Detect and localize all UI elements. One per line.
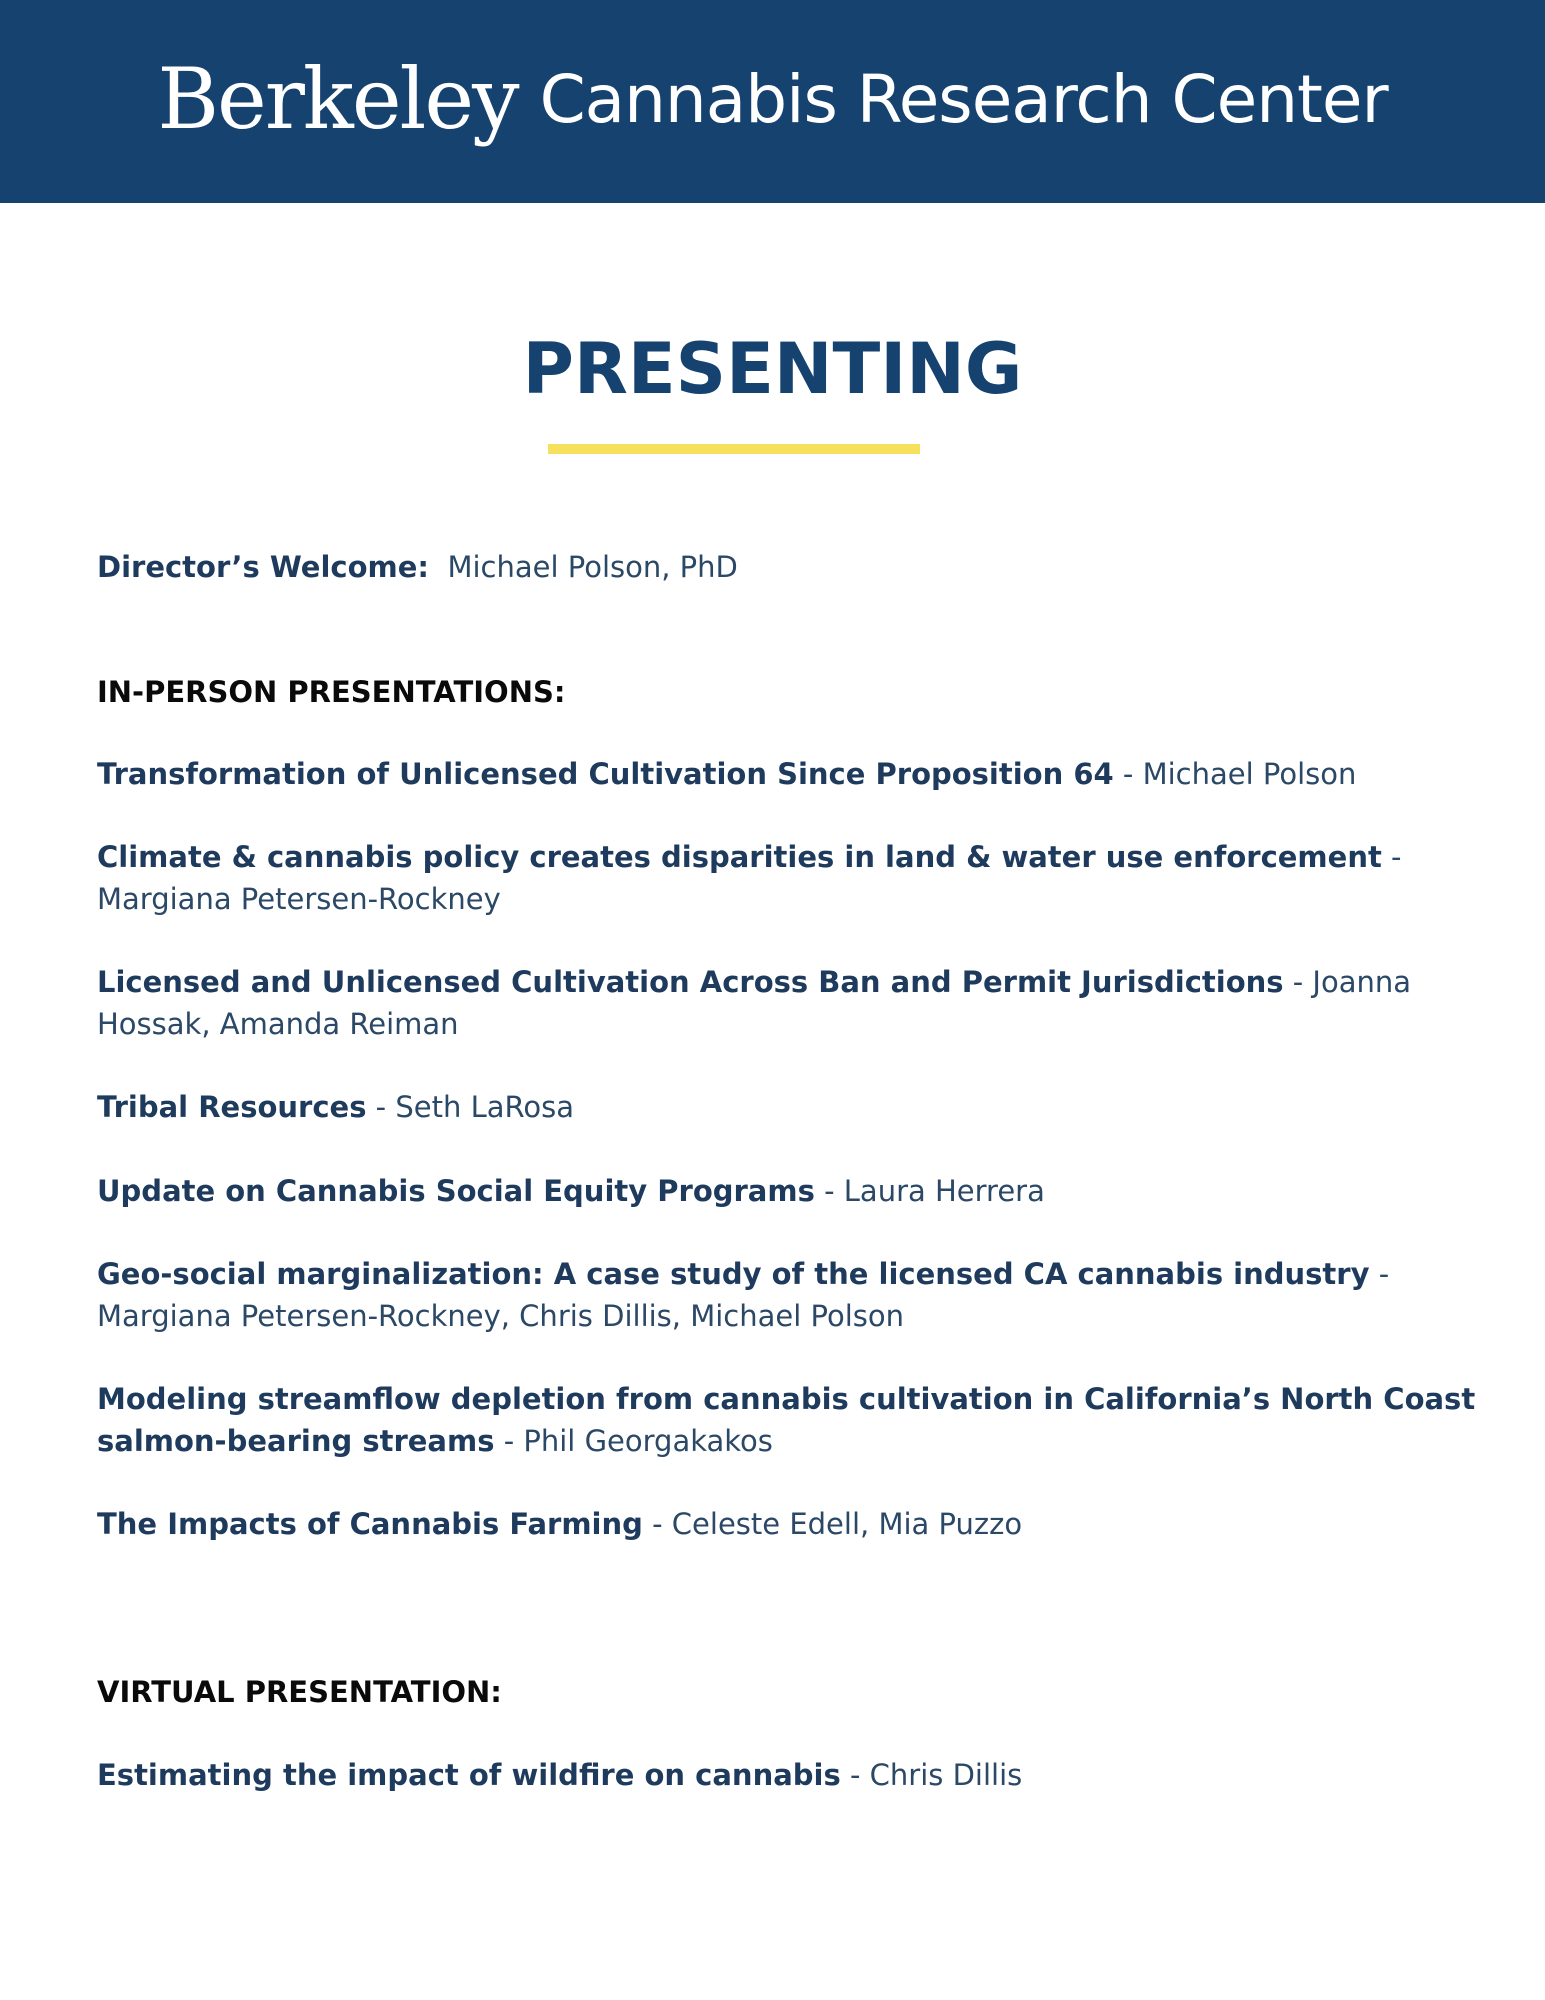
presentation-item — [97, 1170, 1487, 1212]
presentation-title: Geo-social marginalization: A case study of the licensed CA cannabis industry — [97, 1257, 1370, 1291]
presentation-item — [97, 1754, 1487, 1796]
welcome-label: Director’s Welcome: — [97, 550, 430, 584]
presentation-item — [97, 753, 1487, 795]
in-person-heading: IN-PERSON PRESENTATIONS: — [97, 675, 566, 709]
presentation-presenters: - Michael Polson — [1113, 757, 1357, 791]
presentation-presenters: - Phil Georgakakos — [494, 1424, 773, 1458]
presentation-title: Licensed and Unlicensed Cultivation Across Ban and Permit Jurisdictions — [97, 965, 1284, 999]
presentation-item — [97, 1253, 1487, 1337]
directors-welcome — [97, 546, 1487, 588]
presentation-presenters: - Chris Dillis — [840, 1758, 1023, 1792]
welcome-name: Michael Polson, PhD — [447, 550, 738, 584]
presentation-presenters: - Joanna Hossak, Amanda Reiman — [97, 965, 1412, 1041]
presentation-title: Estimating the impact of wildfire on cannabis — [97, 1758, 841, 1792]
page-title: PRESENTING — [522, 328, 1023, 410]
virtual-heading: VIRTUAL PRESENTATION: — [97, 1675, 502, 1709]
center-name: Cannabis Research Center — [539, 61, 1388, 138]
presentation-presenters: - Celeste Edell, Mia Puzzo — [642, 1507, 1023, 1541]
presentation-item — [97, 836, 1487, 920]
presentation-presenters: - Laura Herrera — [814, 1174, 1045, 1208]
presentation-presenters: - Seth LaRosa — [366, 1090, 574, 1124]
presentation-item — [97, 1378, 1487, 1462]
berkeley-wordmark: Berkeley — [157, 49, 518, 148]
presentation-title: Tribal Resources — [97, 1090, 367, 1124]
header-banner — [0, 0, 1545, 203]
presentation-title: Update on Cannabis Social Equity Programs — [97, 1174, 815, 1208]
presentation-title: Modeling streamflow depletion from cannabis cultivation in California’s North Coast salmon-bearing streams — [97, 1382, 1476, 1458]
presentation-item — [97, 961, 1487, 1045]
presentation-presenters: - Margiana Petersen-Rockney — [97, 840, 1402, 916]
presentation-title: Climate & cannabis policy creates disparities in land & water use enforcement — [97, 840, 1382, 874]
presentation-title: Transformation of Unlicensed Cultivation Since Proposition 64 — [97, 757, 1114, 791]
title-underline — [548, 444, 920, 454]
presentation-title: The Impacts of Cannabis Farming — [97, 1507, 643, 1541]
presentation-presenters: - Margiana Petersen-Rockney, Chris Dillis, Michael Polson — [97, 1257, 1390, 1333]
presentation-item — [97, 1086, 1487, 1128]
presentation-item — [97, 1503, 1487, 1545]
